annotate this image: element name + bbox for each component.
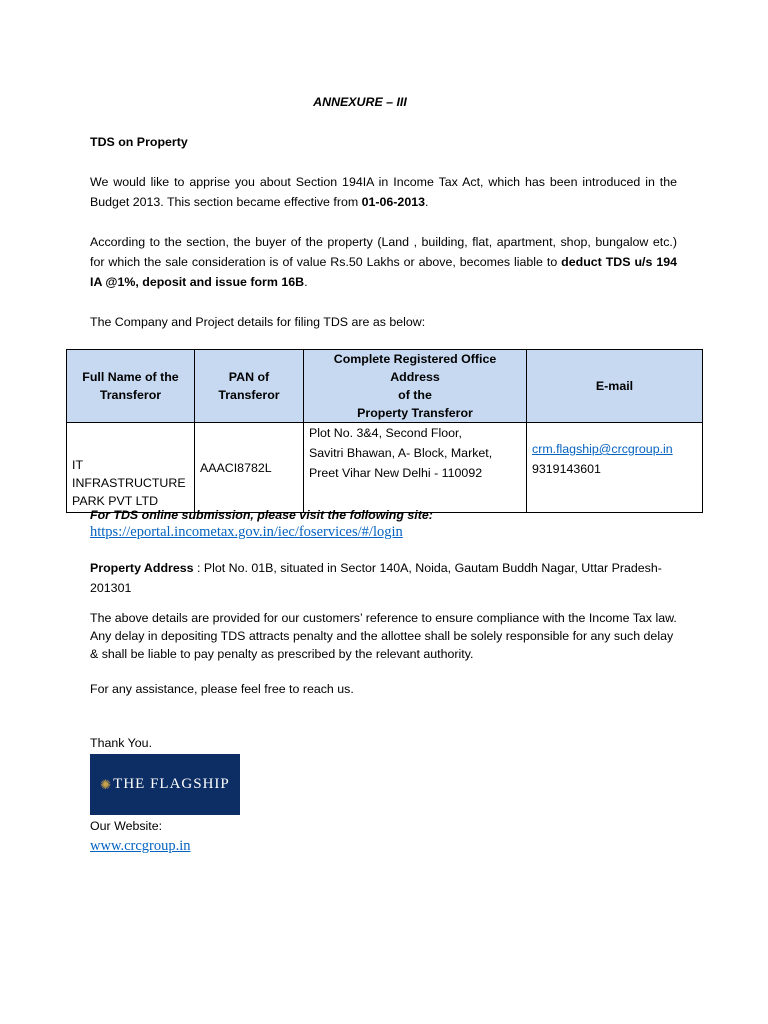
online-submission-url-wrap (90, 522, 677, 542)
cell-pan: AAACI8782L (195, 423, 304, 513)
section-paragraph (90, 232, 677, 292)
thank-you-text: Thank You. (90, 736, 153, 750)
website-label: Our Website: (90, 819, 163, 833)
header-pan-line1: PAN of (228, 370, 270, 384)
header-address-line1: Complete Registered Office Address (333, 352, 497, 384)
header-full-name (67, 350, 195, 423)
flagship-emblem-icon: ✺ (100, 776, 112, 792)
flagship-logo (90, 754, 240, 815)
cell-address-line3: Preet Vihar New Delhi - 110092 (309, 466, 483, 480)
compliance-paragraph: The above details are provided for our customers’ reference to ensure compliance with the Income Tax law. Any delay in depositing TDS attracts penalty and the allottee shall be solely responsible for any such delay & shall be liable to pay penalty as prescribed by the relevant authority. (90, 611, 677, 661)
website-link[interactable]: www.crcgroup.in (90, 838, 191, 854)
cell-full-name (67, 423, 195, 513)
header-address (304, 350, 527, 423)
table-header-row (67, 350, 703, 423)
logo-text: THE FLAGSHIP (113, 776, 230, 792)
transferor-details-table (66, 349, 703, 513)
cell-email (527, 423, 703, 513)
cell-full-name-line2: PARK PVT LTD (72, 494, 159, 508)
property-address (90, 558, 677, 598)
header-full-name-line2: Transferor (99, 388, 162, 402)
header-pan-line2: Transferor (218, 388, 280, 402)
annexure-title: ANNEXURE – III (313, 95, 407, 109)
intro-end: . (425, 195, 429, 209)
table-row (67, 423, 703, 513)
cell-address-line2: Savitri Bhawan, A- Block, Market, (309, 446, 493, 460)
eportal-link[interactable]: https://eportal.incometax.gov.in/iec/foservices/#/login (90, 524, 403, 540)
cell-full-name-line1: IT INFRASTRUCTURE (72, 458, 186, 490)
cell-address (304, 423, 527, 513)
section-heading: TDS on Property (90, 135, 188, 149)
intro-text: We would like to apprise you about Section 194IA in Income Tax Act, which has been introduced in the Budget 2013. This section became effective from (90, 175, 677, 209)
details-intro: The Company and Project details for filing TDS are as below: (90, 315, 426, 329)
section-text: According to the section, the buyer of the property (Land , building, flat, apartment, shop, bungalow etc.) for which the sale consideration is of value Rs.50 Lakhs or above, becomes liable to (90, 235, 677, 269)
property-address-label: Property Address (90, 561, 194, 575)
header-address-line3: Property Transferor (357, 406, 473, 420)
cell-address-line1: Plot No. 3&4, Second Floor, (309, 426, 462, 440)
email-link[interactable]: crm.flagship@crcgroup.in (532, 442, 673, 456)
assistance-text: For any assistance, please feel free to reach us. (90, 682, 354, 696)
website-link-wrap (90, 836, 677, 856)
effective-date: 01-06-2013 (361, 195, 425, 209)
header-full-name-line1: Full Name of the (82, 370, 179, 384)
header-email: E-mail (527, 350, 703, 423)
section-end: . (304, 275, 308, 289)
intro-paragraph (90, 172, 677, 212)
property-address-value: : Plot No. 01B, situated in Sector 140A, Noida, Gautam Buddh Nagar, Uttar Pradesh-201301 (90, 561, 662, 595)
online-submission-label: For TDS online submission, please visit the following site: (90, 508, 433, 522)
header-pan (195, 350, 304, 423)
phone-number: 9319143601 (532, 462, 601, 476)
header-address-line2: of the (398, 388, 432, 402)
section-bold-text: deduct TDS u/s 194 IA @1%, deposit and issue form 16B (90, 255, 677, 289)
